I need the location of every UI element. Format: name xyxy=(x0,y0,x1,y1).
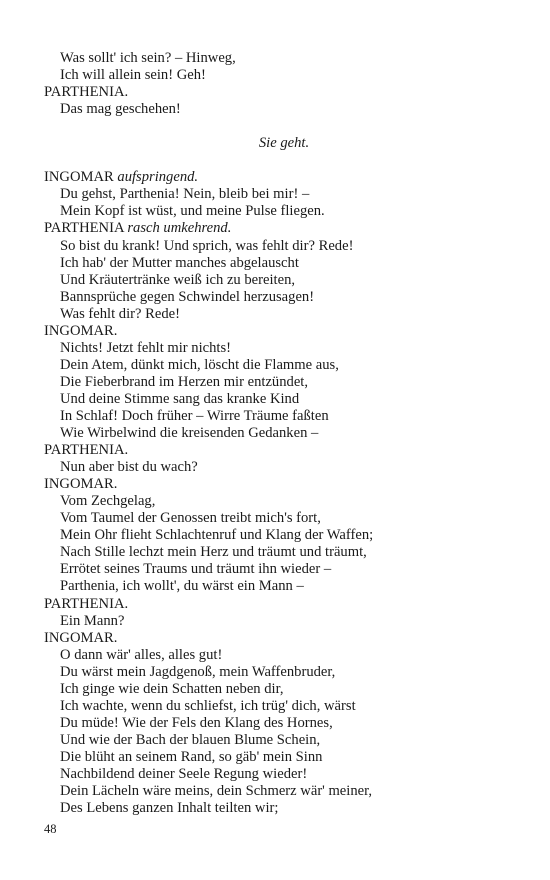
verse-line: Ich wachte, wenn du schliefst, ich trüg' dich, wärst xyxy=(60,697,356,714)
speaker-label: PARTHENIA. xyxy=(44,442,129,459)
play-text xyxy=(44,50,524,817)
verse-line: Nachbildend deiner Seele Regung wieder! xyxy=(60,765,308,782)
speaker-name xyxy=(44,169,524,186)
verse-line: Und deine Stimme sang das kranke Kind xyxy=(60,390,300,407)
speaker-name xyxy=(44,84,524,101)
verse-line: Vom Zechgelag, xyxy=(60,493,156,510)
verse-line: Du wärst mein Jagdgenoß, mein Waffenbruder, xyxy=(60,663,336,680)
verse-line: Das mag geschehen! xyxy=(60,101,181,118)
verse-line: Bannsprüche gegen Schwindel herzusagen! xyxy=(60,288,315,305)
speaker-label: PARTHENIA xyxy=(44,220,124,237)
verse-line: O dann wär' alles, alles gut! xyxy=(60,646,223,663)
verse-line: Ein Mann? xyxy=(60,612,125,629)
speaker-label: PARTHENIA. xyxy=(44,595,129,612)
verse-line: Dein Atem, dünkt mich, löscht die Flamme aus, xyxy=(60,356,339,373)
blank-line xyxy=(44,118,524,135)
stage-direction: aufspringend. xyxy=(117,169,199,186)
speaker-name xyxy=(44,442,524,459)
verse-line: Mein Kopf ist wüst, und meine Pulse fliegen. xyxy=(60,203,325,220)
verse-line: Nichts! Jetzt fehlt mir nichts! xyxy=(60,339,232,356)
blank-line xyxy=(44,152,524,169)
verse-line: Parthenia, ich wollt', du wärst ein Mann – xyxy=(60,578,304,595)
speaker-label: INGOMAR. xyxy=(44,629,118,646)
verse-line: Des Lebens ganzen Inhalt teilten wir; xyxy=(60,800,279,817)
verse-line: Dein Lächeln wäre meins, dein Schmerz wär' meiner, xyxy=(60,783,373,800)
speaker-name xyxy=(44,220,524,237)
speaker-label: INGOMAR xyxy=(44,169,114,186)
stage-direction: rasch umkehrend. xyxy=(127,220,232,237)
verse-line: Du müde! Wie der Fels den Klang des Hornes, xyxy=(60,714,333,731)
verse-line: Nach Stille lechzt mein Herz und träumt und träumt, xyxy=(60,544,367,561)
speaker-label: INGOMAR. xyxy=(44,476,118,493)
verse-line: Was sollt' ich sein? – Hinweg, xyxy=(60,50,236,66)
speaker-name xyxy=(44,596,524,613)
speaker-name xyxy=(44,323,524,340)
speaker-label: PARTHENIA. xyxy=(44,84,129,101)
verse-line: Die blüht an seinem Rand, so gäb' mein Sinn xyxy=(60,748,323,765)
verse-line: So bist du krank! Und sprich, was fehlt dir? Rede! xyxy=(60,237,354,254)
page-number: 48 xyxy=(44,822,57,836)
verse-line: Mein Ohr flieht Schlachtenruf und Klang der Waffen; xyxy=(60,527,374,544)
verse-line: Ich will allein sein! Geh! xyxy=(60,67,206,84)
verse-line: Die Fieberbrand im Herzen mir entzündet, xyxy=(60,373,309,390)
verse-line: Nun aber bist du wach? xyxy=(60,459,198,476)
verse-line: Errötet seines Traums und träumt ihn wieder – xyxy=(60,561,332,578)
verse-line: Was fehlt dir? Rede! xyxy=(60,305,180,322)
speaker-name xyxy=(44,630,524,647)
stage-direction-line: Sie geht. xyxy=(258,135,310,152)
speaker-label: INGOMAR. xyxy=(44,322,118,339)
verse-line: Du gehst, Parthenia! Nein, bleib bei mir! – xyxy=(60,186,310,203)
verse-line: Und wie der Bach der blauen Blume Schein, xyxy=(60,731,321,748)
verse-line: In Schlaf! Doch früher – Wirre Träume faßten xyxy=(60,407,329,424)
verse-line: Wie Wirbelwind die kreisenden Gedanken – xyxy=(60,425,319,442)
speaker-name xyxy=(44,476,524,493)
verse-line: Und Kräutertränke weiß ich zu bereiten, xyxy=(60,271,296,288)
verse-line: Ich hab' der Mutter manches abgelauscht xyxy=(60,254,299,271)
verse-line: Ich ginge wie dein Schatten neben dir, xyxy=(60,680,284,697)
verse-line: Vom Taumel der Genossen treibt mich's fort, xyxy=(60,510,321,527)
